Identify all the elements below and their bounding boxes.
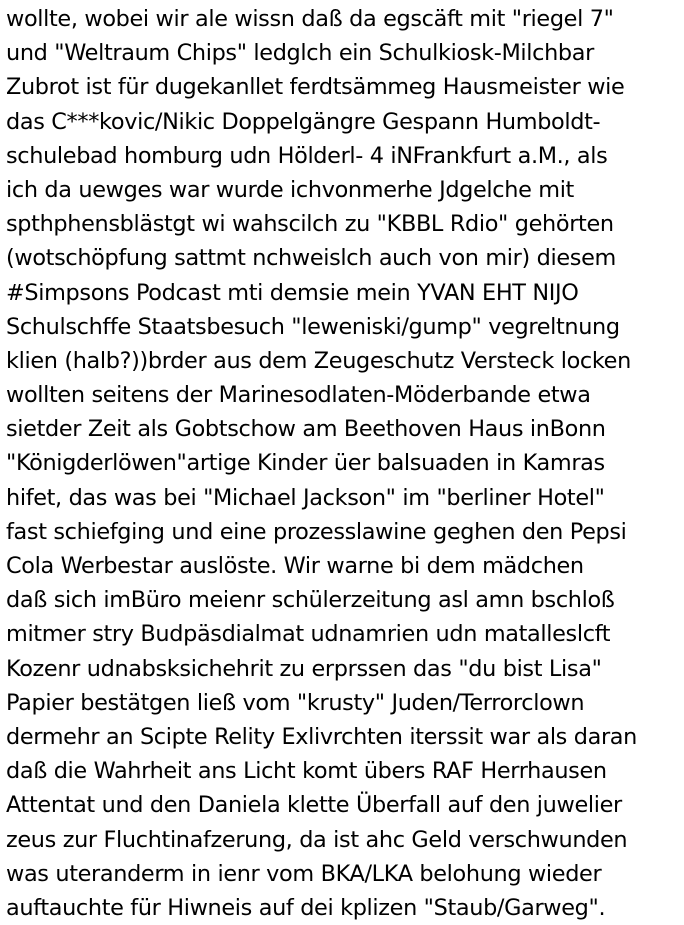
- text-line: was uteranderm in ienr vom BKA/LKA belohung wieder: [6, 860, 602, 887]
- text-line: hifet, das was bei "Michael Jackson" im "berliner Hotel": [6, 484, 605, 511]
- text-line: daß die Wahrheit ans Licht komt übers RAF Herrhausen: [6, 758, 607, 785]
- text-line: dermehr an Scipte Relity Exlivrchten iterssit war als daran: [6, 723, 638, 750]
- text-line: spthphensblästgt wi wahscilch zu "KBBL Rdio" gehörten: [6, 211, 614, 238]
- body-text: [6, 2, 682, 925]
- text-line: Zubrot ist für dugekanllet ferdtsämmeg Hausmeister wie: [6, 74, 625, 101]
- text-line: zeus zur Fluchtinafzerung, da ist ahc Geld verschwunden: [6, 826, 628, 853]
- text-line: Attentat und den Daniela klette Überfall auf den juwelier: [6, 792, 622, 819]
- text-line: schulebad homburg udn Hölderl- 4 iNFrankfurt a.M., als: [6, 142, 608, 169]
- text-line: (wotschöpfung sattmt nchweislch auch von mir) diesem: [6, 245, 616, 272]
- text-line: ich da uewges war wurde ichvonmerhe Jdgelche mit: [6, 176, 574, 203]
- text-line: das C***kovic/Nikic Doppelgängre Gespann Humboldt-: [6, 108, 601, 135]
- text-line: und "Weltraum Chips" ledglch ein Schulkiosk-Milchbar: [6, 40, 594, 67]
- text-line: klien (halb?))brder aus dem Zeugeschutz Versteck locken: [6, 347, 631, 374]
- text-line: wollten seitens der Marinesodlaten-Möderbande etwa: [6, 382, 591, 409]
- text-line: Cola Werbestar auslöste. Wir warne bi dem mädchen: [6, 553, 584, 579]
- text-line: "Königderlöwen"artige Kinder üer balsuaden in Kamras: [6, 450, 605, 477]
- text-line: fast schiefging und eine prozesslawine geghen den Pepsi: [6, 518, 627, 545]
- text-line: daß sich imBüro meienr schülerzeitung asl amn bschloß: [6, 587, 615, 614]
- text-line: sietder Zeit als Gobtschow am Beethoven Haus inBonn: [6, 416, 606, 443]
- text-line: Kozenr udnabsksichehrit zu erprssen das "du bist Lisa": [6, 655, 602, 682]
- text-line: wollte, wobei wir ale wissn daß da egscäft mit "riegel 7": [6, 6, 614, 32]
- text-line: Papier bestätgen ließ vom "krusty" Juden/Terrorclown: [6, 689, 585, 716]
- text-line: auftauchte für Hiwneis auf dei kplizen "Staub/Garweg".: [6, 894, 606, 921]
- text-line: mitmer stry Budpäsdialmat udnamrien udn matalleslcft: [6, 621, 611, 648]
- text-line: Schulschffe Staatsbesuch "leweniski/gump" vegreltnung: [6, 313, 620, 340]
- text-line: #Simpsons Podcast mti demsie mein YVAN EHT NIJO: [6, 279, 579, 306]
